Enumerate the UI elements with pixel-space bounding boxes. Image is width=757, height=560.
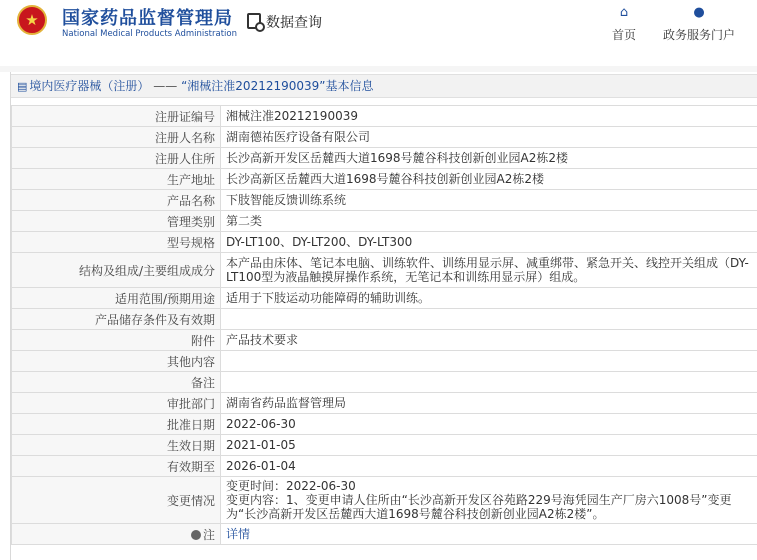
row-key: 其他内容 [12,351,221,372]
table-row [12,288,757,309]
row-key: 适用范围/预期用途 [12,288,221,309]
breadcrumb [11,74,757,98]
row-value: 第二类 [221,211,757,232]
brand-title-en: National Medical Products Administration [62,29,237,39]
row-value: 2026-01-04 [221,456,757,477]
table-row [12,435,757,456]
table-row [12,232,757,253]
row-key: 型号规格 [12,232,221,253]
table-row [12,169,757,190]
table-row [12,190,757,211]
row-key: 批准日期 [12,414,221,435]
note-label: 注 [202,527,215,542]
table-row-note [12,524,757,545]
table-row [12,414,757,435]
row-value [221,351,757,372]
row-key: 备注 [12,372,221,393]
row-value: 2021-01-05 [221,435,757,456]
registration-info-table [11,105,757,545]
table-row [12,351,757,372]
row-key: 附件 [12,330,221,351]
row-value: 适用于下肢运动功能障碍的辅助训练。 [221,288,757,309]
row-value [221,309,757,330]
lightbulb-icon [191,530,201,540]
note-value [221,524,757,545]
nav-gov-service-portal[interactable] [660,6,738,43]
row-value: 湖南省药品监督管理局 [221,393,757,414]
table-row [12,148,757,169]
details-link[interactable]: 详情 [226,527,251,541]
table-row [12,456,757,477]
change-time: 变更时间：2022-06-30 [226,479,356,493]
row-key: 审批部门 [12,393,221,414]
row-key: 注册证编号 [12,106,221,127]
table-row [12,106,757,127]
row-key: 变更情况 [12,477,221,524]
home-icon: ⌂ [619,5,629,20]
row-value: 下肢智能反馈训练系统 [221,190,757,211]
row-key: 产品储存条件及有效期 [12,309,221,330]
breadcrumb-category-link[interactable]: 境内医疗器械（注册） [29,79,150,93]
row-key-note [12,524,221,545]
brand-title-cn: 国家药品监督管理局 [62,8,233,29]
site-header [0,0,757,66]
data-query-label: 数据查询 [266,15,322,31]
row-value: 2022-06-30 [221,414,757,435]
data-query-icon [247,13,261,29]
row-key: 生效日期 [12,435,221,456]
change-content: 变更内容：1、变更申请人住所由“长沙高新开发区谷苑路229号海凭园生产厂房六1008号”变更为“长沙高新开发区岳麓西大道1698号麓谷科技创新创业园A2栋2楼”。 [226,493,732,521]
row-key: 有效期至 [12,456,221,477]
table-row [12,309,757,330]
table-row [12,393,757,414]
user-icon: ● [693,5,705,20]
table-row-change [12,477,757,524]
breadcrumb-separator: —— [153,79,178,93]
row-value: 湘械注准20212190039 [221,106,757,127]
detail-panel [10,72,757,560]
row-value: DY-LT100、DY-LT200、DY-LT300 [221,232,757,253]
row-key: 生产地址 [12,169,221,190]
nav-home[interactable] [609,6,639,43]
row-value: 产品技术要求 [221,330,757,351]
row-key: 结构及组成/主要组成成分 [12,253,221,288]
row-value: 本产品由床体、笔记本电脑、训练软件、训练用显示屏、减重绑带、紧急开关、线控开关组成（DY-LT100型为液晶触摸屏操作系统，无笔记本和训练用显示屏）组成。 [221,253,757,288]
row-key: 产品名称 [12,190,221,211]
row-key: 管理类别 [12,211,221,232]
table-row [12,253,757,288]
table-row [12,127,757,148]
row-value: 长沙高新区岳麓西大道1698号麓谷科技创新创业园A2栋2楼 [221,169,757,190]
row-value [221,372,757,393]
nav-home-label: 首页 [611,28,636,42]
table-row [12,330,757,351]
national-emblem-logo: ★ [17,5,47,35]
row-key: 注册人名称 [12,127,221,148]
list-icon: ▤ [17,80,28,93]
nav-service-label: 政务服务门户 [662,28,735,42]
table-row [12,211,757,232]
breadcrumb-title: “湘械注准20212190039”基本信息 [181,79,374,93]
table-row [12,372,757,393]
row-value: 长沙高新开发区岳麓西大道1698号麓谷科技创新创业园A2栋2楼 [221,148,757,169]
change-details [221,477,757,524]
row-value: 湖南德祐医疗设备有限公司 [221,127,757,148]
row-key: 注册人住所 [12,148,221,169]
